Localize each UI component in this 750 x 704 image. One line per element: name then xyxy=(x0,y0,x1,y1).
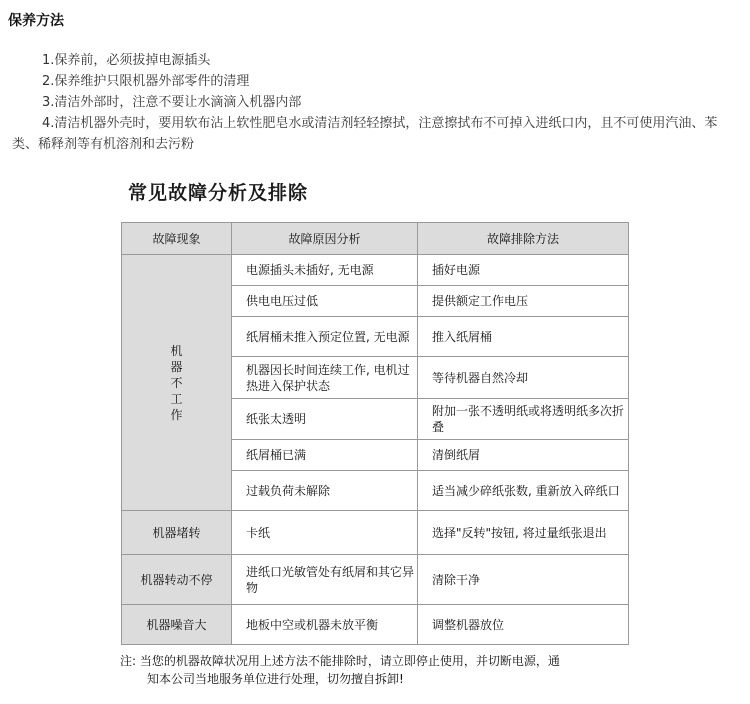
cause-cell: 地板中空或机器未放平衡 xyxy=(232,605,418,645)
cause-cell: 电源插头未插好, 无电源 xyxy=(232,255,418,286)
maintenance-list xyxy=(12,50,740,155)
symptom-cell: 机器堵转 xyxy=(122,511,232,555)
cause-cell: 纸屑桶未推入预定位置, 无电源 xyxy=(232,317,418,357)
symptom-label: 机器不工作 xyxy=(170,343,183,422)
maintenance-item: 1.保养前，必须拔掉电源插头 xyxy=(42,53,211,68)
fix-cell: 插好电源 xyxy=(418,255,629,286)
symptom-cell: 机器转动不停 xyxy=(122,555,232,605)
symptom-cell: 机器噪音大 xyxy=(122,605,232,645)
cause-cell: 卡纸 xyxy=(232,511,418,555)
table-title: 常见故障分析及排除 xyxy=(128,182,309,204)
section-title: 保养方法 xyxy=(8,13,64,29)
fix-cell: 选择"反转"按钮, 将过量纸张退出 xyxy=(418,511,629,555)
header-cause: 故障原因分析 xyxy=(232,223,418,255)
footnote-line-1: 注: 当您的机器故障状况用上述方法不能排除时，请立即停止使用，并切断电源，通 xyxy=(120,654,560,668)
cause-cell: 进纸口光敏管处有纸屑和其它异物 xyxy=(232,555,418,605)
table-header-row xyxy=(122,223,629,255)
fix-cell: 等待机器自然冷却 xyxy=(418,357,629,399)
maintenance-item: 2.保养维护只限机器外部零件的清理 xyxy=(42,74,250,89)
cause-cell: 机器因长时间连续工作, 电机过热进入保护状态 xyxy=(232,357,418,399)
fix-cell: 调整机器放位 xyxy=(418,605,629,645)
header-symptom: 故障现象 xyxy=(122,223,232,255)
cause-cell: 过载负荷未解除 xyxy=(232,471,418,511)
table-row xyxy=(122,511,629,555)
fix-cell: 适当减少碎纸张数, 重新放入碎纸口 xyxy=(418,471,629,511)
symptom-cell xyxy=(122,255,232,511)
fix-cell: 推入纸屑桶 xyxy=(418,317,629,357)
table-row xyxy=(122,255,629,286)
fix-cell: 清除干净 xyxy=(418,555,629,605)
maintenance-item: 4.清洁机器外壳时，要用软布沾上软性肥皂水或清洁剂轻轻擦拭，注意擦拭布不可掉入进纸口内，且不可使用汽油、苯类、稀释剂等有机溶剂和去污粉 xyxy=(12,116,718,152)
fix-cell: 清倒纸屑 xyxy=(418,440,629,471)
fix-cell: 附加一张不透明纸或将透明纸多次折叠 xyxy=(418,399,629,440)
cause-cell: 纸张太透明 xyxy=(232,399,418,440)
maintenance-item: 3.清洁外部时，注意不要让水滴滴入机器内部 xyxy=(42,95,302,110)
footnote-line-2: 知本公司当地服务单位进行处理，切勿擅自拆卸! xyxy=(147,672,404,686)
header-fix: 故障排除方法 xyxy=(418,223,629,255)
table-row xyxy=(122,605,629,645)
table-row xyxy=(122,555,629,605)
fix-cell: 提供额定工作电压 xyxy=(418,286,629,317)
cause-cell: 纸屑桶已满 xyxy=(232,440,418,471)
footnote xyxy=(120,652,620,688)
cause-cell: 供电电压过低 xyxy=(232,286,418,317)
troubleshooting-table xyxy=(121,222,629,645)
